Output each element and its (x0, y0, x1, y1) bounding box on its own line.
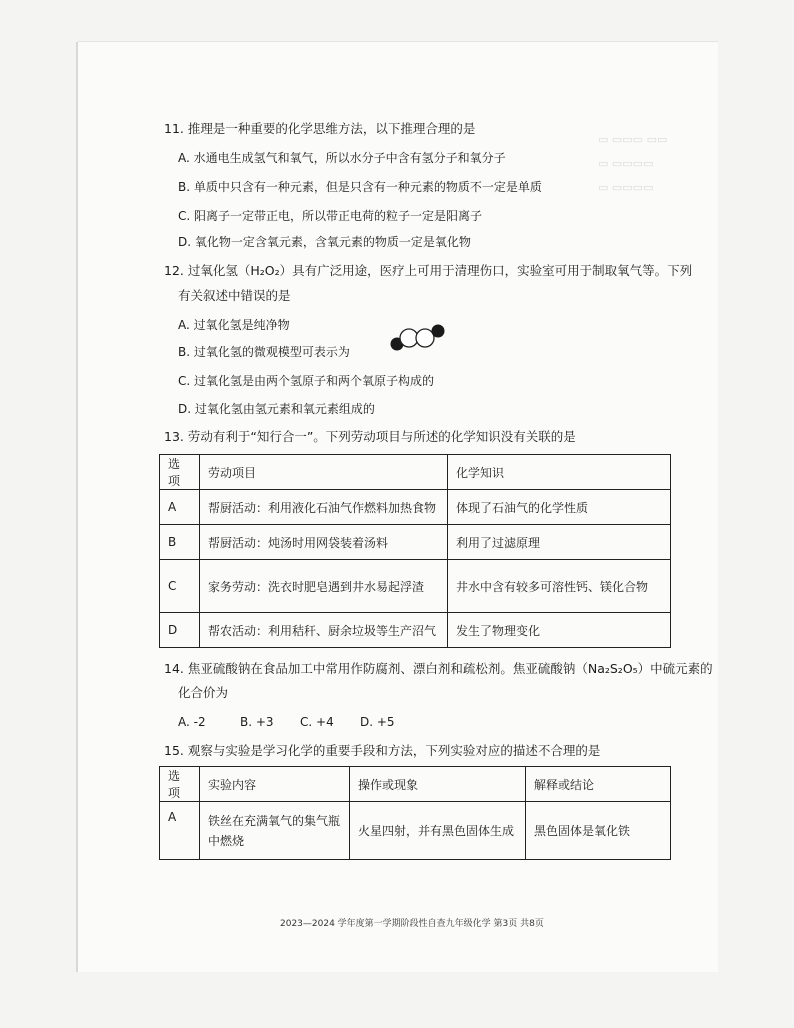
header-cell: 操作或现象 (350, 767, 526, 802)
cell: B (160, 525, 200, 560)
q11-option-d: D. 氧化物一定含氧元素，含氧元素的物质一定是氧化物 (178, 235, 471, 249)
header-cell: 实验内容 (200, 767, 350, 802)
table-row (160, 525, 671, 560)
q12-option-c: C. 过氧化氢是由两个氢原子和两个氧原子构成的 (178, 374, 435, 388)
table-row (160, 613, 671, 648)
cell: 火星四射，并有黑色固体生成 (350, 802, 526, 860)
q12-option-a: A. 过氧化氢是纯净物 (178, 318, 290, 332)
header-cell: 劳动项目 (200, 455, 448, 490)
q11-option-c: C. 阳离子一定带正电，所以带正电荷的粒子一定是阳离子 (178, 209, 483, 223)
cell (200, 802, 350, 860)
table-row (160, 560, 671, 613)
cell-line: 中燃烧 (208, 833, 245, 848)
cell: 帮厨活动：利用液化石油气作燃料加热食物 (200, 490, 448, 525)
header-cell: 解释或结论 (526, 767, 671, 802)
cell: 黑色固体是氧化铁 (526, 802, 671, 860)
cell: 利用了过滤原理 (448, 525, 671, 560)
cell: A (160, 490, 200, 525)
header-cell: 化学知识 (448, 455, 671, 490)
table-header-row (160, 455, 671, 490)
q12-stem-line1: 12. 过氧化氢（H₂O₂）具有广泛用途，医疗上可用于清理伤口，实验室可用于制取氧气等。下列 (164, 263, 693, 278)
q12-option-d: D. 过氧化氢由氢元素和氧元素组成的 (178, 402, 375, 416)
table-header-row (160, 767, 671, 802)
cell-line: 铁丝在充满氧气的集气瓶 (208, 813, 341, 828)
table-row (160, 802, 671, 860)
q14-option-a: A. -2 (178, 715, 206, 729)
cell: 帮厨活动：炖汤时用网袋装着汤料 (200, 525, 448, 560)
q11-option-b: B. 单质中只含有一种元素，但是只含有一种元素的物质不一定是单质 (178, 180, 542, 194)
header-cell: 选项 (160, 767, 200, 802)
page-footer: 2023—2024 学年度第一学期阶段性自查九年级化学 第3页 共8页 (280, 919, 544, 929)
q14-option-b: B. +3 (240, 715, 274, 729)
header-cell: 选项 (160, 455, 200, 490)
cell: 体现了石油气的化学性质 (448, 490, 671, 525)
q11-option-a: A. 水通电生成氢气和氧气，所以水分子中含有氢分子和氧分子 (178, 151, 506, 165)
q12-stem-line2: 有关叙述中错误的是 (178, 288, 291, 303)
q11-stem: 11. 推理是一种重要的化学思维方法，以下推理合理的是 (164, 121, 476, 136)
q13-stem: 13. 劳动有利于“知行合一”。下列劳动项目与所述的化学知识没有关联的是 (164, 429, 576, 444)
cell: 井水中含有较多可溶性钙、镁化合物 (448, 560, 671, 613)
table-row (160, 490, 671, 525)
cell: 发生了物理变化 (448, 613, 671, 648)
cell: A (160, 802, 200, 860)
bleed-through-marks: ▭ ▭▭▭ ▭▭ ▭ ▭▭▭▭ ▭ ▭▭▭▭ (598, 133, 668, 194)
q14-option-d: D. +5 (360, 715, 395, 729)
cell: 家务劳动：洗衣时肥皂遇到井水易起浮渣 (200, 560, 448, 613)
q12-option-b: B. 过氧化氢的微观模型可表示为 (178, 345, 350, 359)
cell: C (160, 560, 200, 613)
q13-table (159, 454, 671, 648)
h2o2-molecule-model-icon (388, 323, 448, 353)
q14-option-c: C. +4 (300, 715, 334, 729)
q14-stem-line2: 化合价为 (178, 685, 229, 700)
q15-stem: 15. 观察与实验是学习化学的重要手段和方法，下列实验对应的描述不合理的是 (164, 743, 601, 758)
cell: D (160, 613, 200, 648)
q14-stem-line1: 14. 焦亚硫酸钠在食品加工中常用作防腐剂、漂白剂和疏松剂。焦亚硫酸钠（Na₂S₂O₅）中硫元素的 (164, 661, 713, 676)
cell: 帮农活动：利用秸秆、厨余垃圾等生产沼气 (200, 613, 448, 648)
q15-table (159, 766, 671, 860)
